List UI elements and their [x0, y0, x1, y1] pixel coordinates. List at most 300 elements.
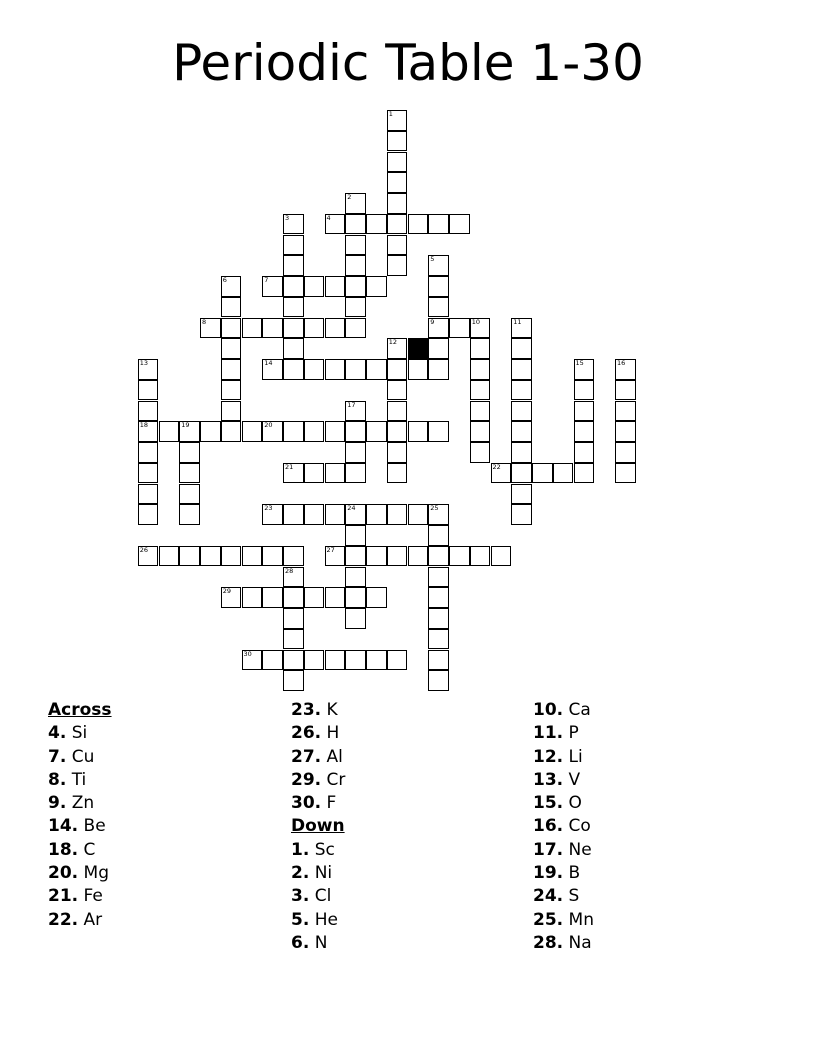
grid-cell[interactable] [366, 214, 387, 235]
grid-cell[interactable] [325, 318, 346, 339]
grid-cell[interactable] [242, 318, 263, 339]
grid-cell[interactable] [470, 380, 491, 401]
grid-cell[interactable] [283, 567, 304, 588]
grid-cell[interactable] [470, 546, 491, 567]
clue-number: 15 [575, 359, 584, 367]
grid-cell[interactable] [387, 193, 408, 214]
page-title: Periodic Table 1-30 [172, 34, 644, 92]
grid-cell[interactable] [345, 463, 366, 484]
grid-cell[interactable] [345, 235, 366, 256]
clue-item [48, 769, 112, 792]
grid-cell[interactable] [345, 297, 366, 318]
grid-cell[interactable] [221, 338, 242, 359]
grid-cell[interactable] [387, 504, 408, 525]
clue-item [291, 862, 345, 885]
grid-cell[interactable] [615, 421, 636, 442]
clue-section-heading: Down [291, 816, 345, 837]
grid-cell[interactable] [221, 276, 242, 297]
grid-cell[interactable] [138, 504, 159, 525]
clue-item-number: 25. [533, 909, 564, 930]
grid-cell[interactable] [262, 318, 283, 339]
clue-item-number: 27. [291, 746, 322, 767]
grid-cell[interactable] [179, 546, 200, 567]
grid-cell[interactable] [408, 359, 429, 380]
clue-item-number: 12. [533, 746, 564, 767]
clue-item-text: Cu [66, 746, 95, 767]
grid-cell[interactable] [428, 338, 449, 359]
grid-cell[interactable] [366, 359, 387, 380]
clue-item [533, 769, 594, 792]
clue-item [291, 932, 345, 955]
grid-cell[interactable] [283, 608, 304, 629]
grid-cell[interactable] [345, 214, 366, 235]
clue-item [48, 815, 112, 838]
clue-item-number: 11. [533, 723, 564, 744]
grid-cell[interactable] [615, 463, 636, 484]
grid-cell[interactable] [366, 504, 387, 525]
grid-cell[interactable] [345, 608, 366, 629]
clue-number: 27 [326, 545, 335, 554]
grid-cell[interactable] [449, 546, 470, 567]
clue-number: 8 [202, 317, 207, 326]
grid-cell[interactable] [574, 401, 595, 422]
grid-cell[interactable] [387, 442, 408, 463]
grid-cell[interactable] [179, 484, 200, 505]
grid-cell[interactable] [283, 255, 304, 276]
grid-cell[interactable] [553, 463, 574, 484]
grid-cell[interactable] [138, 380, 159, 401]
grid-cell[interactable] [387, 401, 408, 422]
clue-item-number: 7. [48, 746, 67, 767]
grid-cell[interactable] [470, 318, 491, 339]
grid-cell[interactable] [262, 546, 283, 567]
clue-item-text: Ne [563, 839, 592, 860]
grid-cell[interactable] [428, 650, 449, 671]
clue-item [533, 792, 594, 815]
clue-item-text: B [563, 863, 581, 884]
grid-cell[interactable] [387, 255, 408, 276]
grid-cell[interactable] [283, 650, 304, 671]
clue-column-2 [291, 699, 345, 955]
grid-cell[interactable] [366, 421, 387, 442]
clue-item-number: 8. [48, 769, 67, 790]
clue-item-number: 30. [291, 793, 322, 814]
grid-cell[interactable] [428, 504, 449, 525]
grid-cell[interactable] [574, 359, 595, 380]
grid-cell[interactable] [242, 421, 263, 442]
clue-item-number: 18. [48, 839, 79, 860]
clue-item-text: P [563, 723, 579, 744]
grid-cell[interactable] [221, 421, 242, 442]
grid-cell[interactable] [221, 546, 242, 567]
clue-item [291, 746, 345, 769]
grid-cell[interactable] [325, 421, 346, 442]
clue-number: 13 [139, 359, 149, 367]
clue-item-text: K [321, 700, 338, 720]
clue-item-text: Na [563, 932, 592, 953]
grid-cell[interactable] [387, 214, 408, 235]
grid-cell[interactable] [387, 380, 408, 401]
clue-item-text: Fe [78, 886, 103, 907]
clue-item-text: Ti [66, 769, 87, 790]
grid-cell[interactable] [283, 276, 304, 297]
grid-cell[interactable] [428, 276, 449, 297]
clue-item-number: 4. [48, 723, 67, 744]
clue-number: 11 [513, 317, 522, 326]
grid-cell[interactable] [470, 359, 491, 380]
clue-item-number: 5. [291, 909, 310, 930]
grid-cell[interactable] [511, 504, 532, 525]
grid-cell[interactable] [574, 421, 595, 442]
grid-cell[interactable] [283, 504, 304, 525]
grid-cell[interactable] [138, 401, 159, 422]
grid-cell[interactable] [200, 318, 221, 339]
grid-cell[interactable] [283, 421, 304, 442]
grid-cell[interactable] [138, 442, 159, 463]
clue-item [291, 792, 345, 815]
clue-item-text: S [563, 886, 580, 907]
grid-cell[interactable] [283, 297, 304, 318]
grid-cell[interactable] [221, 297, 242, 318]
grid-cell[interactable] [221, 380, 242, 401]
grid-cell[interactable] [242, 650, 263, 671]
grid-cell[interactable] [159, 546, 180, 567]
clue-item [533, 746, 594, 769]
clue-number: 3 [285, 213, 290, 222]
grid-cell[interactable] [325, 276, 346, 297]
grid-cell[interactable] [345, 504, 366, 525]
clue-item-number: 10. [533, 700, 564, 720]
clue-number: 24 [347, 504, 356, 513]
grid-cell[interactable] [428, 567, 449, 588]
grid-cell[interactable] [262, 650, 283, 671]
clue-number: 22 [492, 462, 501, 471]
grid-cell[interactable] [283, 670, 304, 691]
grid-cell[interactable] [511, 484, 532, 505]
grid-cell[interactable] [511, 463, 532, 484]
grid-cell[interactable] [138, 421, 159, 442]
grid-cell[interactable] [325, 504, 346, 525]
grid-cell[interactable] [408, 504, 429, 525]
clue-item-number: 6. [291, 932, 310, 953]
clue-item-number: 3. [291, 886, 310, 907]
clue-item [533, 885, 594, 908]
grid-cell[interactable] [615, 359, 636, 380]
clue-item-text: Cl [309, 886, 332, 907]
grid-cell[interactable] [574, 463, 595, 484]
grid-cell[interactable] [511, 442, 532, 463]
clue-item-text: F [321, 793, 337, 814]
clue-item-number: 28. [533, 932, 564, 953]
grid-cell[interactable] [325, 359, 346, 380]
grid-cell[interactable] [387, 152, 408, 173]
clue-item-text: Zn [66, 793, 95, 814]
grid-cell[interactable] [304, 359, 325, 380]
clue-item [48, 792, 112, 815]
grid-cell[interactable] [574, 442, 595, 463]
grid-cell[interactable] [428, 546, 449, 567]
grid-cell[interactable] [449, 318, 470, 339]
clue-item [48, 746, 112, 769]
grid-cell[interactable] [428, 255, 449, 276]
grid-cell[interactable] [242, 546, 263, 567]
clue-item [291, 722, 345, 745]
grid-cell[interactable] [159, 421, 180, 442]
grid-cell[interactable] [325, 214, 346, 235]
clue-item [291, 699, 345, 722]
grid-cell[interactable] [345, 276, 366, 297]
clue-item-number: 16. [533, 816, 564, 837]
grid-cell[interactable] [387, 110, 408, 131]
grid-cell[interactable] [138, 546, 159, 567]
clue-number: 23 [264, 504, 273, 513]
clue-number: 10 [471, 317, 481, 326]
clue-column-1 [48, 699, 112, 932]
clue-number: 20 [264, 421, 273, 430]
grid-cell[interactable] [262, 587, 283, 608]
clue-item [533, 839, 594, 862]
clue-number: 19 [181, 421, 190, 430]
grid-cell[interactable] [428, 629, 449, 650]
clue-item-text: Ni [309, 863, 333, 884]
grid-cell[interactable] [387, 338, 408, 359]
clue-item-number: 15. [533, 793, 564, 814]
grid-cell[interactable] [179, 504, 200, 525]
clue-item [48, 722, 112, 745]
grid-cell[interactable] [387, 650, 408, 671]
grid-cell[interactable] [242, 587, 263, 608]
grid-cell[interactable] [138, 359, 159, 380]
grid-cell[interactable] [345, 193, 366, 214]
grid-cell[interactable] [387, 172, 408, 193]
clue-number: 14 [264, 359, 273, 367]
grid-cell[interactable] [138, 463, 159, 484]
grid-cell[interactable] [262, 421, 283, 442]
clue-number: 12 [388, 338, 398, 347]
grid-cell[interactable] [304, 650, 325, 671]
grid-cell[interactable] [304, 504, 325, 525]
clue-item-number: 23. [291, 700, 322, 720]
clue-item-text: Ca [563, 700, 591, 720]
grid-cell[interactable] [511, 380, 532, 401]
clue-item [48, 885, 112, 908]
grid-cell[interactable] [345, 442, 366, 463]
clue-number: 17 [347, 400, 356, 409]
grid-cell[interactable] [408, 421, 429, 442]
grid-cell[interactable] [325, 546, 346, 567]
grid-cell[interactable] [511, 401, 532, 422]
grid-cell[interactable] [470, 338, 491, 359]
clue-item [291, 885, 345, 908]
grid-cell[interactable] [283, 214, 304, 235]
grid-cell[interactable] [304, 318, 325, 339]
grid-cell[interactable] [428, 214, 449, 235]
grid-cell[interactable] [221, 359, 242, 380]
clue-item-text: V [563, 769, 581, 790]
grid-cell[interactable] [304, 463, 325, 484]
clue-number: 7 [264, 276, 269, 284]
grid-cell[interactable] [470, 421, 491, 442]
grid-cell[interactable] [387, 131, 408, 152]
clue-item [533, 722, 594, 745]
grid-cell[interactable] [387, 421, 408, 442]
grid-cell[interactable] [428, 670, 449, 691]
grid-cell[interactable] [511, 338, 532, 359]
grid-cell[interactable] [345, 546, 366, 567]
clue-item-number: 2. [291, 863, 310, 884]
grid-cell[interactable] [179, 421, 200, 442]
grid-cell[interactable] [387, 359, 408, 380]
clue-number: 4 [326, 213, 331, 222]
clue-number: 21 [285, 462, 294, 471]
grid-cell[interactable] [532, 463, 553, 484]
grid-cell[interactable] [283, 318, 304, 339]
grid-cell[interactable] [470, 442, 491, 463]
grid-cell[interactable] [345, 401, 366, 422]
clue-number: 26 [139, 545, 149, 554]
grid-cell[interactable] [574, 380, 595, 401]
grid-cell[interactable] [366, 276, 387, 297]
clue-number: 18 [139, 421, 149, 430]
clue-item-number: 19. [533, 863, 564, 884]
clue-item-number: 29. [291, 769, 322, 790]
clue-item [533, 699, 594, 722]
clue-item [291, 839, 345, 862]
grid-cell[interactable] [304, 276, 325, 297]
grid-cell[interactable] [345, 421, 366, 442]
grid-cell[interactable] [491, 546, 512, 567]
grid-cell[interactable] [387, 463, 408, 484]
grid-cell[interactable] [345, 587, 366, 608]
grid-cell[interactable] [200, 546, 221, 567]
grid-cell[interactable] [179, 463, 200, 484]
grid-cell[interactable] [262, 276, 283, 297]
clue-item [291, 909, 345, 932]
grid-cell[interactable] [262, 359, 283, 380]
clue-item-text: Mg [78, 863, 109, 884]
grid-cell[interactable] [345, 318, 366, 339]
grid-cell[interactable] [428, 359, 449, 380]
grid-cell[interactable] [615, 380, 636, 401]
clue-number: 5 [430, 255, 435, 264]
clue-number: 28 [285, 566, 294, 575]
clue-item [48, 909, 112, 932]
clue-item-number: 20. [48, 863, 79, 884]
clue-item-text: Mn [563, 909, 594, 930]
grid-cell[interactable] [325, 650, 346, 671]
clue-item-text: Be [78, 816, 106, 837]
clue-item-number: 13. [533, 769, 564, 790]
clue-item-text: Co [563, 816, 591, 837]
grid-cell[interactable] [387, 235, 408, 256]
grid-cell[interactable] [428, 318, 449, 339]
grid-cell[interactable] [283, 463, 304, 484]
grid-cell[interactable] [366, 650, 387, 671]
clue-item-text: O [563, 793, 582, 814]
grid-cell[interactable] [511, 359, 532, 380]
clue-number: 25 [430, 504, 439, 513]
grid-cell[interactable] [428, 525, 449, 546]
grid-cell[interactable] [304, 421, 325, 442]
grid-cell[interactable] [345, 567, 366, 588]
grid-cell[interactable] [283, 629, 304, 650]
grid-cell[interactable] [325, 463, 346, 484]
grid-cell[interactable] [325, 587, 346, 608]
grid-cell[interactable] [283, 359, 304, 380]
grid-cell[interactable] [283, 546, 304, 567]
grid-cell[interactable] [408, 214, 429, 235]
grid-cell[interactable] [345, 359, 366, 380]
grid-cell[interactable] [345, 255, 366, 276]
grid-cell[interactable] [428, 421, 449, 442]
clue-item [533, 932, 594, 955]
grid-cell[interactable] [408, 546, 429, 567]
clue-item-number: 9. [48, 793, 67, 814]
clue-section-heading: Across [48, 700, 112, 720]
grid-cell[interactable] [511, 318, 532, 339]
grid-cell[interactable] [200, 421, 221, 442]
grid-cell[interactable] [387, 546, 408, 567]
grid-cell[interactable] [283, 587, 304, 608]
clue-item-text: C [78, 839, 96, 860]
grid-cell[interactable] [491, 463, 512, 484]
grid-cell[interactable] [366, 546, 387, 567]
grid-cell[interactable] [511, 421, 532, 442]
grid-cell[interactable] [428, 587, 449, 608]
clue-item-number: 1. [291, 839, 310, 860]
clue-item [533, 862, 594, 885]
grid-cell[interactable] [283, 235, 304, 256]
grid-cell[interactable] [138, 484, 159, 505]
clue-item-text: Sc [309, 839, 335, 860]
grid-cell[interactable] [615, 401, 636, 422]
clue-item [533, 909, 594, 932]
grid-cell-black [408, 338, 429, 359]
clue-item-number: 21. [48, 886, 79, 907]
grid-cell[interactable] [366, 587, 387, 608]
clue-column-3 [533, 699, 594, 955]
grid-cell[interactable] [449, 214, 470, 235]
clue-number: 16 [617, 359, 626, 367]
grid-cell[interactable] [428, 297, 449, 318]
grid-cell[interactable] [615, 442, 636, 463]
clue-item [291, 769, 345, 792]
clue-item-number: 14. [48, 816, 79, 837]
grid-cell[interactable] [283, 338, 304, 359]
grid-cell[interactable] [221, 318, 242, 339]
grid-cell[interactable] [262, 504, 283, 525]
clue-number: 30 [243, 649, 252, 658]
grid-cell[interactable] [179, 442, 200, 463]
clue-item-text: Al [321, 746, 343, 767]
grid-cell[interactable] [345, 650, 366, 671]
grid-cell[interactable] [345, 525, 366, 546]
clue-item-text: Cr [321, 769, 346, 790]
clue-item [533, 815, 594, 838]
clue-item-text: Si [66, 723, 88, 744]
grid-cell[interactable] [221, 401, 242, 422]
clue-item-text: N [309, 932, 328, 953]
clue-item-text: Ar [78, 909, 103, 930]
grid-cell[interactable] [304, 587, 325, 608]
clue-item-text: H [321, 723, 340, 744]
grid-cell[interactable] [428, 608, 449, 629]
clue-item [48, 839, 112, 862]
clue-item-number: 24. [533, 886, 564, 907]
grid-cell[interactable] [221, 587, 242, 608]
clue-item-text: He [309, 909, 338, 930]
grid-cell[interactable] [470, 401, 491, 422]
